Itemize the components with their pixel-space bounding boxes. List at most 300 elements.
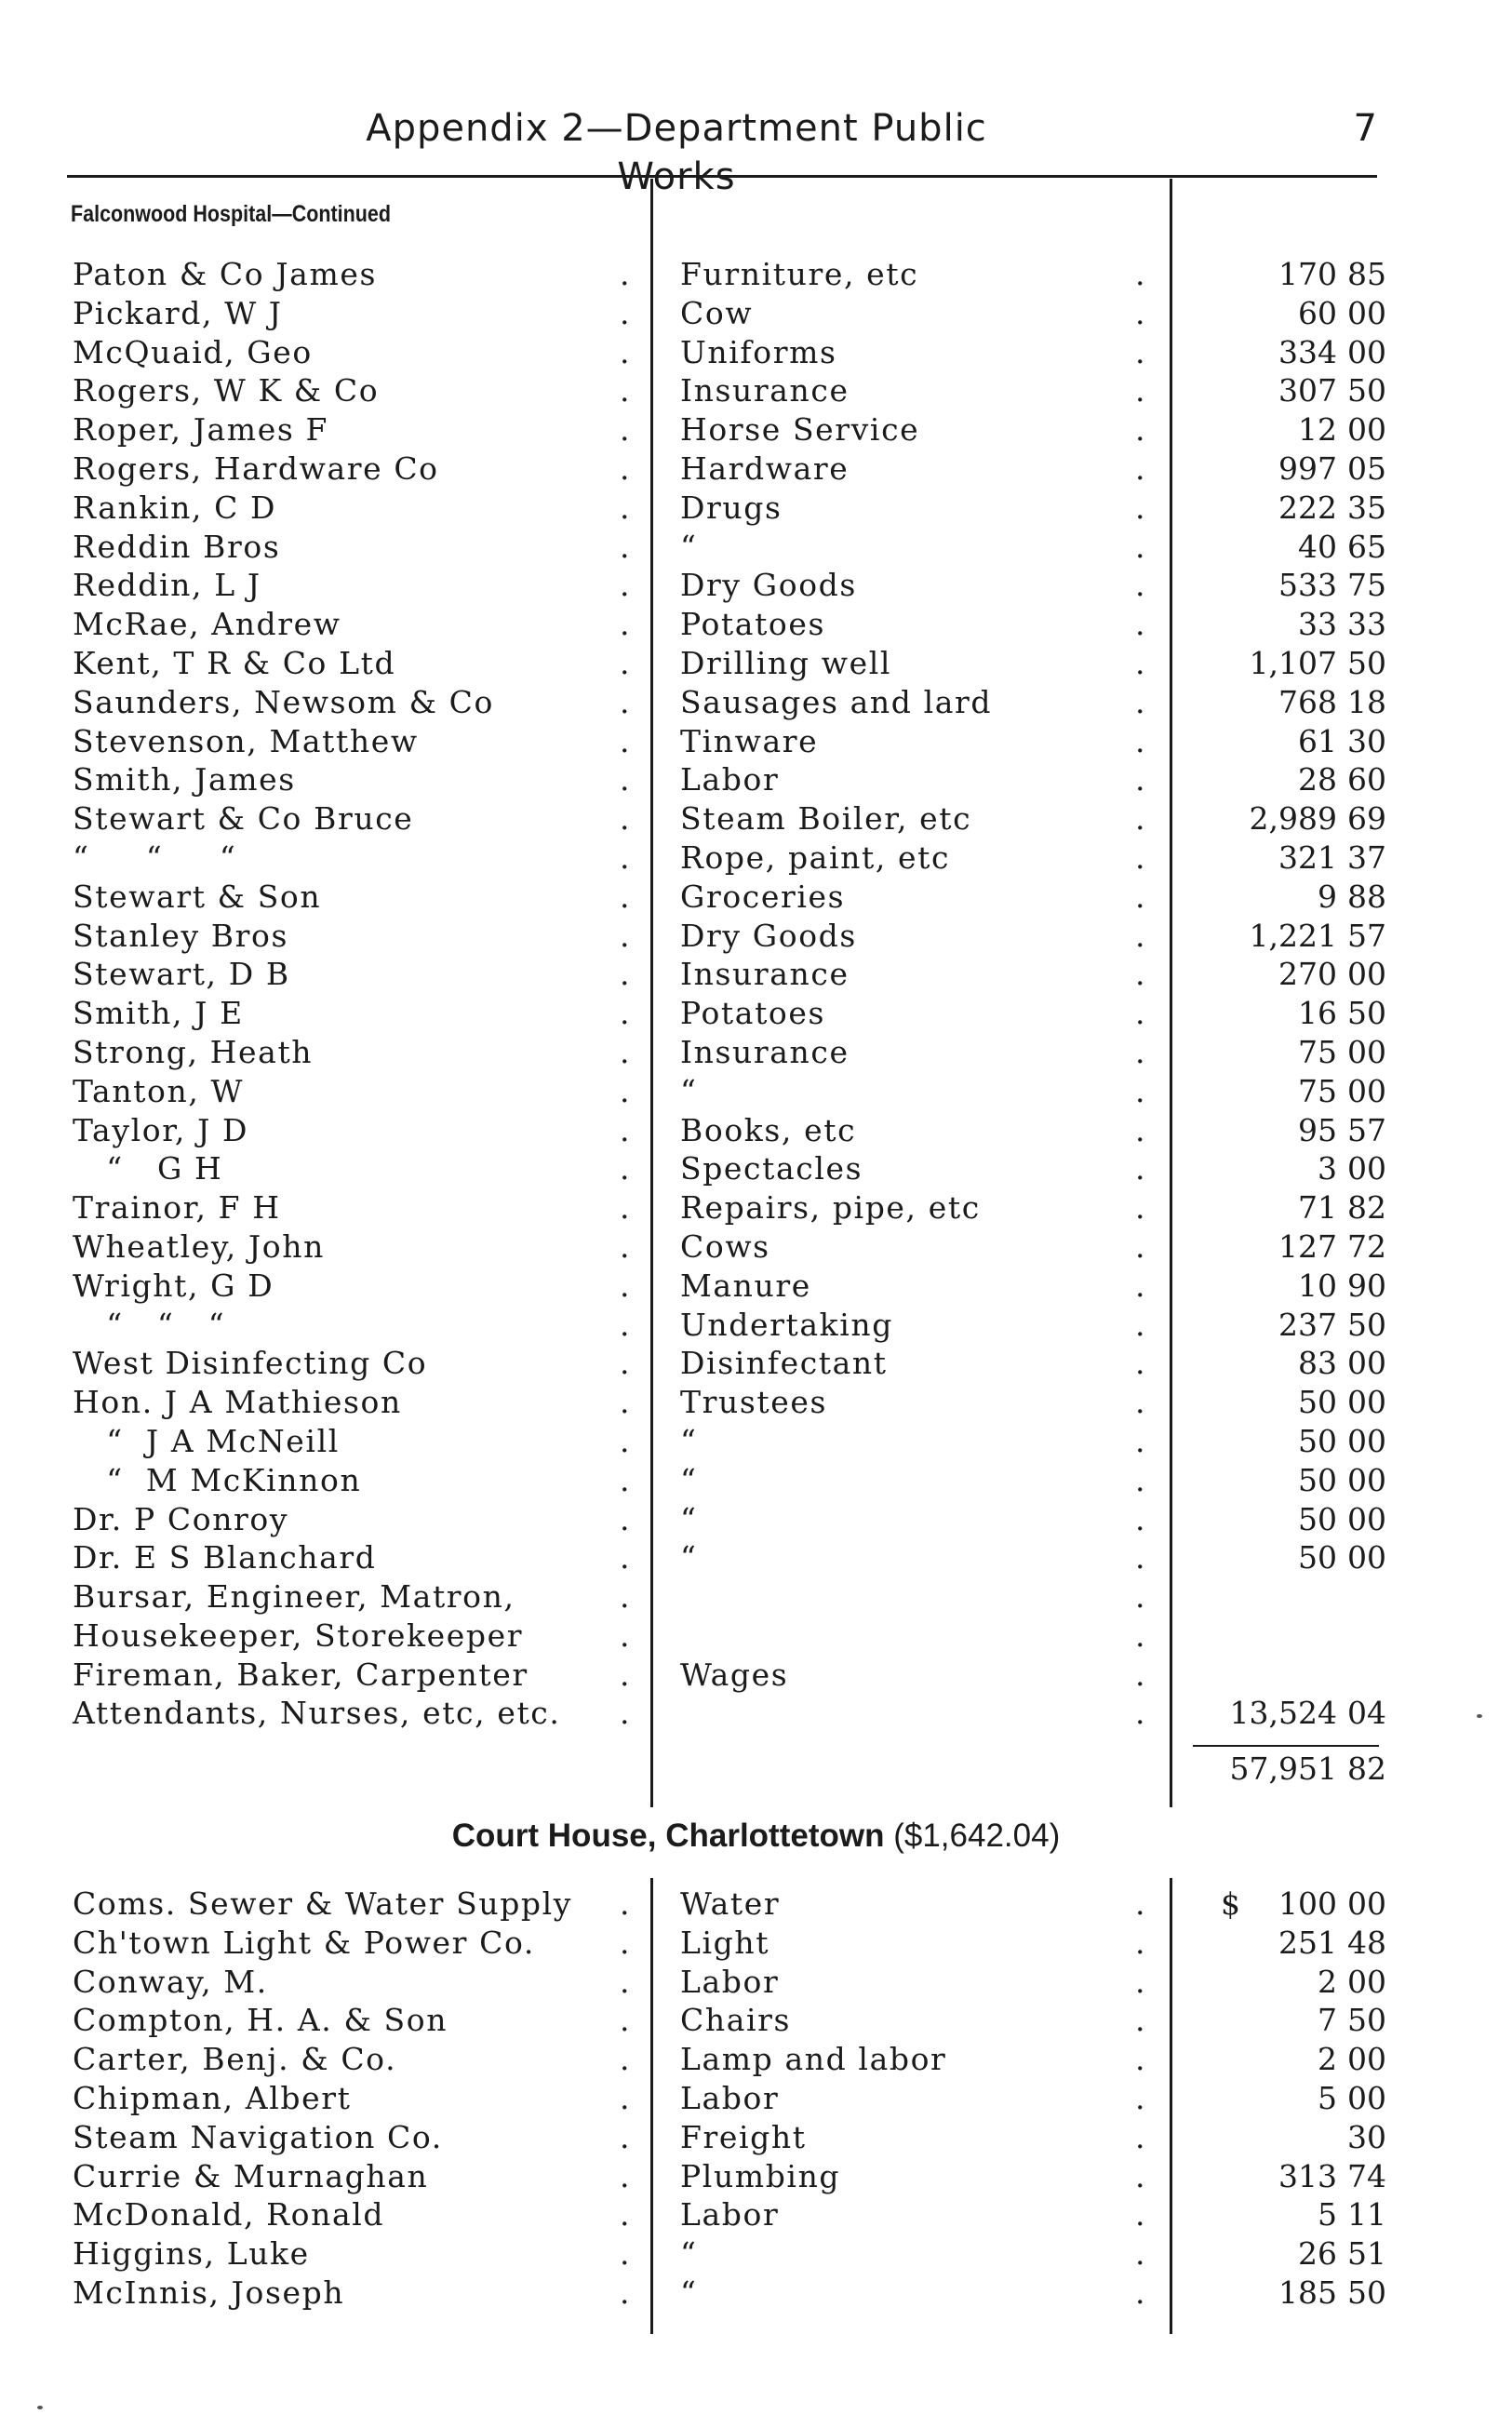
row-cents: 69 xyxy=(1347,800,1386,838)
leader-dot: . xyxy=(620,2041,630,2078)
leader-dot: . xyxy=(1135,838,1145,876)
leader-dot: . xyxy=(1135,1539,1145,1576)
table-row xyxy=(0,2079,1512,2118)
row-cents: 37 xyxy=(1347,838,1386,876)
row-dollars: 2,989 xyxy=(1249,800,1337,838)
row-dollars: 16 xyxy=(1298,995,1337,1032)
row-cents: 75 xyxy=(1347,567,1386,604)
table-row xyxy=(0,683,1512,722)
row-name: “ M McKinnon xyxy=(73,1461,362,1498)
row-item: Water xyxy=(680,1885,781,1922)
row-cents: 90 xyxy=(1347,1267,1386,1304)
row-name: Chipman, Albert xyxy=(73,2079,352,2116)
row-cents: 33 xyxy=(1347,606,1386,643)
table-row xyxy=(0,528,1512,567)
table-row xyxy=(0,1694,1512,1733)
row-dollars: 334 xyxy=(1278,333,1337,370)
row-cents: 05 xyxy=(1347,449,1386,487)
leader-dot: . xyxy=(620,1267,630,1304)
row-item: Spectacles xyxy=(680,1150,863,1187)
row-dollars: 75 xyxy=(1298,1033,1337,1070)
table-row xyxy=(0,1656,1512,1695)
row-name: Dr. P Conroy xyxy=(73,1500,289,1537)
row-cents: 00 xyxy=(1347,1963,1386,2000)
leader-dot: . xyxy=(620,528,630,565)
row-item: Drilling well xyxy=(680,644,892,681)
leader-dot: . xyxy=(1135,1924,1145,1961)
table-row xyxy=(0,2195,1512,2234)
court-house-table xyxy=(0,1885,1512,2313)
leader-dot: . xyxy=(1135,372,1145,409)
leader-dot: . xyxy=(1135,2196,1145,2233)
leader-dot: . xyxy=(620,1924,630,1961)
row-item: Insurance xyxy=(680,1033,850,1070)
page-title: Appendix 2—Department Public Works xyxy=(366,107,987,198)
row-item: Wages xyxy=(680,1656,789,1693)
leader-dot: . xyxy=(620,1461,630,1498)
leader-dot: . xyxy=(620,256,630,292)
leader-dot: . xyxy=(620,1072,630,1109)
row-dollars: 50 xyxy=(1298,1461,1337,1498)
row-cents: 30 xyxy=(1347,722,1386,759)
row-cents: 00 xyxy=(1347,1384,1386,1421)
row-cents: 00 xyxy=(1347,1500,1386,1537)
row-item: Cows xyxy=(680,1227,770,1265)
row-dollars: 307 xyxy=(1278,372,1337,409)
table-row xyxy=(0,917,1512,956)
leader-dot: . xyxy=(620,1578,630,1616)
row-name: Smith, J E xyxy=(73,995,244,1032)
leader-dot: . xyxy=(620,1885,630,1922)
table-row xyxy=(0,1924,1512,1963)
leader-dot: . xyxy=(1135,333,1145,370)
leader-dot: . xyxy=(620,722,630,759)
leader-dot: . xyxy=(620,489,630,526)
row-dollars: 533 xyxy=(1278,567,1337,604)
row-dollars: 313 xyxy=(1278,2157,1337,2194)
table-row xyxy=(0,605,1512,644)
row-item: Dry Goods xyxy=(680,567,857,604)
leader-dot: . xyxy=(620,956,630,993)
leader-dot: . xyxy=(1135,294,1145,331)
leader-dot: . xyxy=(620,1656,630,1693)
row-cents: 48 xyxy=(1347,1924,1386,1961)
table-row xyxy=(0,2001,1512,2040)
table-row xyxy=(0,644,1512,683)
table-row xyxy=(0,1267,1512,1306)
total-dollars: 57,951 xyxy=(1229,1751,1337,1787)
row-item: Potatoes xyxy=(680,606,826,643)
leader-dot: . xyxy=(620,683,630,720)
row-item: Tinware xyxy=(680,722,819,759)
row-dollars: 5 xyxy=(1318,2196,1337,2233)
table-row xyxy=(0,838,1512,878)
leader-dot: . xyxy=(1135,2118,1145,2155)
row-cents: 00 xyxy=(1347,2079,1386,2116)
row-cents: 00 xyxy=(1347,956,1386,993)
table-row xyxy=(0,1306,1512,1345)
leader-dot: . xyxy=(620,1963,630,2000)
row-dollars: 222 xyxy=(1278,489,1337,526)
table-row xyxy=(0,878,1512,917)
leader-dot: . xyxy=(1135,606,1145,643)
row-cents: 00 xyxy=(1347,1150,1386,1187)
leader-dot: . xyxy=(1135,1885,1145,1922)
row-cents: 72 xyxy=(1347,1227,1386,1265)
table-row xyxy=(0,1538,1512,1577)
row-dollars: 61 xyxy=(1298,722,1337,759)
row-cents: 00 xyxy=(1347,333,1386,370)
leader-dot: . xyxy=(1135,256,1145,292)
row-item: Rope, paint, etc xyxy=(680,838,951,876)
row-name: Saunders, Newsom & Co xyxy=(73,683,494,720)
leader-dot: . xyxy=(1135,1422,1145,1459)
row-dollars: 75 xyxy=(1298,1072,1337,1109)
leader-dot: . xyxy=(620,1422,630,1459)
row-cents: 74 xyxy=(1347,2157,1386,2194)
row-name: “ J A McNeill xyxy=(73,1422,340,1459)
row-dollars: 1,221 xyxy=(1249,917,1337,954)
table-row xyxy=(0,294,1512,333)
section-heading-court-house xyxy=(0,1818,1512,1855)
row-cents: 00 xyxy=(1347,1072,1386,1109)
row-item: Steam Boiler, etc xyxy=(680,800,972,838)
row-name: Reddin, L J xyxy=(73,567,261,604)
row-dollars: 28 xyxy=(1298,761,1337,798)
leader-dot: . xyxy=(1135,644,1145,681)
leader-dot: . xyxy=(1135,917,1145,954)
row-name: Stewart & Co Bruce xyxy=(73,800,414,838)
leader-dot: . xyxy=(620,1306,630,1343)
row-name: Fireman, Baker, Carpenter xyxy=(73,1656,529,1693)
row-item: Dry Goods xyxy=(680,917,857,954)
row-item: Light xyxy=(680,1924,770,1961)
table-row xyxy=(0,2234,1512,2274)
table-row xyxy=(0,955,1512,994)
leader-dot: . xyxy=(620,2118,630,2155)
leader-dot: . xyxy=(1135,1072,1145,1109)
leader-dot: . xyxy=(620,1539,630,1576)
row-name: Conway, M. xyxy=(73,1963,268,2000)
row-dollars: 2 xyxy=(1318,2041,1337,2078)
row-cents: 51 xyxy=(1347,2235,1386,2273)
table-row xyxy=(0,1072,1512,1111)
row-dollars: 9 xyxy=(1318,878,1337,915)
row-dollars: 170 xyxy=(1278,256,1337,292)
table-row xyxy=(0,1577,1512,1616)
table-row xyxy=(0,1885,1512,1924)
leader-dot: . xyxy=(1135,1267,1145,1304)
row-item: Potatoes xyxy=(680,995,826,1032)
row-cents: 50 xyxy=(1347,372,1386,409)
leader-dot: . xyxy=(620,1111,630,1148)
row-name: Tanton, W xyxy=(73,1072,245,1109)
row-name: Coms. Sewer & Water Supply xyxy=(73,1885,573,1922)
table-row xyxy=(0,1227,1512,1267)
table-row xyxy=(0,2274,1512,2313)
table-row xyxy=(0,1033,1512,1072)
row-name: West Disinfecting Co xyxy=(73,1345,428,1382)
row-dollars: 12 xyxy=(1298,411,1337,449)
leader-dot: . xyxy=(620,333,630,370)
row-cents: 57 xyxy=(1347,917,1386,954)
table-row xyxy=(0,410,1512,449)
leader-dot: . xyxy=(620,372,630,409)
leader-dot: . xyxy=(1135,1963,1145,2000)
leader-dot: . xyxy=(620,567,630,604)
leader-dot: . xyxy=(1135,1033,1145,1070)
leader-dot: . xyxy=(620,1189,630,1227)
leader-dot: . xyxy=(1135,1345,1145,1382)
table-row xyxy=(0,333,1512,372)
row-name: McDonald, Ronald xyxy=(73,2196,385,2233)
row-item: Drugs xyxy=(680,489,783,526)
row-name: Ch'town Light & Power Co. xyxy=(73,1924,535,1961)
row-cents: 00 xyxy=(1347,1422,1386,1459)
row-item: Undertaking xyxy=(680,1306,893,1343)
leader-dot: . xyxy=(1135,761,1145,798)
leader-dot: . xyxy=(1135,567,1145,604)
leader-dot: . xyxy=(1135,2041,1145,2078)
leader-dot: . xyxy=(1135,528,1145,565)
row-item: Furniture, etc xyxy=(680,256,919,292)
row-name: Kent, T R & Co Ltd xyxy=(73,644,396,681)
leader-dot: . xyxy=(620,2274,630,2311)
row-cents: 60 xyxy=(1347,761,1386,798)
leader-dot: . xyxy=(1135,1616,1145,1654)
court-house-title: Court House, Charlottetown xyxy=(451,1818,885,1854)
row-dollars: 50 xyxy=(1298,1539,1337,1576)
row-name: Pickard, W J xyxy=(73,294,283,331)
row-item: Groceries xyxy=(680,878,846,915)
table-row xyxy=(0,760,1512,799)
leader-dot: . xyxy=(620,2196,630,2233)
table-row xyxy=(0,255,1512,294)
row-cents: 50 xyxy=(1347,2274,1386,2311)
row-dollars: 321 xyxy=(1278,838,1337,876)
row-cents: 30 xyxy=(1347,2118,1386,2155)
row-dollars: 26 xyxy=(1298,2235,1337,2273)
leader-dot: . xyxy=(1135,683,1145,720)
row-name: Stewart, D B xyxy=(73,956,290,993)
row-name: Steam Navigation Co. xyxy=(73,2118,443,2155)
header-rule xyxy=(67,175,1377,178)
row-dollars: 127 xyxy=(1278,1227,1337,1265)
row-name: Rogers, W K & Co xyxy=(73,372,380,409)
row-item: “ xyxy=(680,1422,698,1459)
row-cents: 11 xyxy=(1347,2196,1386,2233)
leader-dot: . xyxy=(1135,449,1145,487)
row-name: Bursar, Engineer, Matron, xyxy=(73,1578,515,1616)
falconwood-table xyxy=(0,255,1512,1733)
row-dollars: 60 xyxy=(1298,294,1337,331)
row-item: Cow xyxy=(680,294,754,331)
leader-dot: . xyxy=(1135,956,1145,993)
leader-dot: . xyxy=(620,1616,630,1654)
leader-dot: . xyxy=(620,2079,630,2116)
row-item: Freight xyxy=(680,2118,807,2155)
row-cents: 35 xyxy=(1347,489,1386,526)
table-row xyxy=(0,449,1512,489)
table-row xyxy=(0,1616,1512,1656)
row-name: Stanley Bros xyxy=(73,917,289,954)
table-row xyxy=(0,1111,1512,1150)
row-name: Wright, G D xyxy=(73,1267,274,1304)
table-row xyxy=(0,1963,1512,2002)
leader-dot: . xyxy=(1135,1306,1145,1343)
leader-dot: . xyxy=(620,606,630,643)
table-row xyxy=(0,722,1512,761)
row-item: Sausages and lard xyxy=(680,683,993,720)
leader-dot: . xyxy=(620,1227,630,1265)
row-dollars: 100 xyxy=(1278,1885,1337,1922)
row-item: Labor xyxy=(680,2196,780,2233)
row-item: “ xyxy=(680,528,698,565)
row-cents: 00 xyxy=(1347,2041,1386,2078)
table-row xyxy=(0,799,1512,838)
row-dollars: 33 xyxy=(1298,606,1337,643)
row-cents: 50 xyxy=(1347,2002,1386,2039)
leader-dot: . xyxy=(620,1500,630,1537)
table-row xyxy=(0,2157,1512,2196)
table-row xyxy=(0,489,1512,528)
leader-dot: . xyxy=(1135,489,1145,526)
row-item: Insurance xyxy=(680,372,850,409)
row-cents: 85 xyxy=(1347,256,1386,292)
leader-dot: . xyxy=(620,800,630,838)
row-name: Rankin, C D xyxy=(73,489,277,526)
row-name: Roper, James F xyxy=(73,411,328,449)
row-dollars: 997 xyxy=(1278,449,1337,487)
row-item: Labor xyxy=(680,1963,780,2000)
leader-dot: . xyxy=(1135,2274,1145,2311)
leader-dot: . xyxy=(1135,1695,1145,1732)
total-row xyxy=(0,1750,1512,1789)
row-name: Strong, Heath xyxy=(73,1033,314,1070)
leader-dot: . xyxy=(620,449,630,487)
row-cents: 00 xyxy=(1347,1539,1386,1576)
page-number: 7 xyxy=(1353,107,1377,150)
row-dollars: 50 xyxy=(1298,1500,1337,1537)
leader-dot: . xyxy=(620,1384,630,1421)
leader-dot: . xyxy=(620,2235,630,2273)
court-house-amount: ($1,642.04) xyxy=(893,1818,1061,1854)
row-item: Plumbing xyxy=(680,2157,841,2194)
row-dollars: 185 xyxy=(1278,2274,1337,2311)
row-item: “ xyxy=(680,2235,698,2273)
row-name: Smith, James xyxy=(73,761,296,798)
leader-dot: . xyxy=(1135,1150,1145,1187)
row-item: “ xyxy=(680,1539,698,1576)
leader-dot: . xyxy=(1135,1111,1145,1148)
row-dollars: 13,524 xyxy=(1229,1695,1337,1732)
row-item: Labor xyxy=(680,2079,780,2116)
total-cents: 82 xyxy=(1347,1751,1386,1787)
row-cents: 50 xyxy=(1347,644,1386,681)
row-item: Labor xyxy=(680,761,780,798)
table-row xyxy=(0,371,1512,410)
leader-dot: . xyxy=(620,1033,630,1070)
row-item: Disinfectant xyxy=(680,1345,888,1382)
row-dollars: 10 xyxy=(1298,1267,1337,1304)
row-name: McQuaid, Geo xyxy=(73,333,313,370)
row-name: Attendants, Nurses, etc, etc. xyxy=(73,1695,561,1732)
row-item: Uniforms xyxy=(680,333,837,370)
total-rule xyxy=(1193,1745,1379,1747)
row-cents: 00 xyxy=(1347,1345,1386,1382)
leader-dot: . xyxy=(620,838,630,876)
dollar-sign: $ xyxy=(1221,1885,1240,1922)
row-dollars: 1,107 xyxy=(1249,644,1337,681)
row-dollars: 71 xyxy=(1298,1189,1337,1227)
row-name: Rogers, Hardware Co xyxy=(73,449,439,487)
leader-dot: . xyxy=(620,411,630,449)
row-name: Currie & Murnaghan xyxy=(73,2157,429,2194)
leader-dot: . xyxy=(620,761,630,798)
row-cents: 18 xyxy=(1347,683,1386,720)
table-row xyxy=(0,2118,1512,2157)
row-name: “ G H xyxy=(73,1150,223,1187)
row-item: Repairs, pipe, etc xyxy=(680,1189,981,1227)
leader-dot: . xyxy=(620,2002,630,2039)
row-name: Stewart & Son xyxy=(73,878,322,915)
leader-dot: . xyxy=(620,878,630,915)
leader-dot: . xyxy=(620,1150,630,1187)
leader-dot: . xyxy=(1135,722,1145,759)
page-header xyxy=(67,104,1377,198)
row-item: Horse Service xyxy=(680,411,920,449)
section-heading-falconwood: Falconwood Hospital—Continued xyxy=(71,201,391,227)
row-name: Reddin Bros xyxy=(73,528,281,565)
row-dollars: 83 xyxy=(1298,1345,1337,1382)
table-row xyxy=(0,994,1512,1033)
row-cents: 88 xyxy=(1347,878,1386,915)
row-dollars: 251 xyxy=(1278,1924,1337,1961)
row-item: “ xyxy=(680,1461,698,1498)
table-row xyxy=(0,566,1512,605)
row-cents: 50 xyxy=(1347,1306,1386,1343)
print-speck xyxy=(1477,1714,1482,1718)
row-item: Insurance xyxy=(680,956,850,993)
leader-dot: . xyxy=(1135,1384,1145,1421)
row-name: Dr. E S Blanchard xyxy=(73,1539,377,1576)
leader-dot: . xyxy=(620,1695,630,1732)
leader-dot: . xyxy=(620,995,630,1032)
row-dollars: 270 xyxy=(1278,956,1337,993)
row-item: Hardware xyxy=(680,449,850,487)
row-dollars: 95 xyxy=(1298,1111,1337,1148)
row-dollars: 3 xyxy=(1318,1150,1337,1187)
row-item: Chairs xyxy=(680,2002,792,2039)
row-dollars: 5 xyxy=(1318,2079,1337,2116)
row-cents: 00 xyxy=(1347,411,1386,449)
table-row xyxy=(0,1383,1512,1422)
row-name: Wheatley, John xyxy=(73,1227,325,1265)
row-cents: 50 xyxy=(1347,995,1386,1032)
table-row xyxy=(0,1461,1512,1500)
row-dollars: 237 xyxy=(1278,1306,1337,1343)
row-name: “ “ “ xyxy=(73,838,237,876)
row-item: Trustees xyxy=(680,1384,828,1421)
row-cents: 00 xyxy=(1347,1033,1386,1070)
leader-dot: . xyxy=(620,2157,630,2194)
leader-dot: . xyxy=(1135,995,1145,1032)
row-item: “ xyxy=(680,1500,698,1537)
row-dollars: 7 xyxy=(1318,2002,1337,2039)
row-name: Higgins, Luke xyxy=(73,2235,310,2273)
row-dollars: 50 xyxy=(1298,1384,1337,1421)
row-cents: 00 xyxy=(1347,294,1386,331)
